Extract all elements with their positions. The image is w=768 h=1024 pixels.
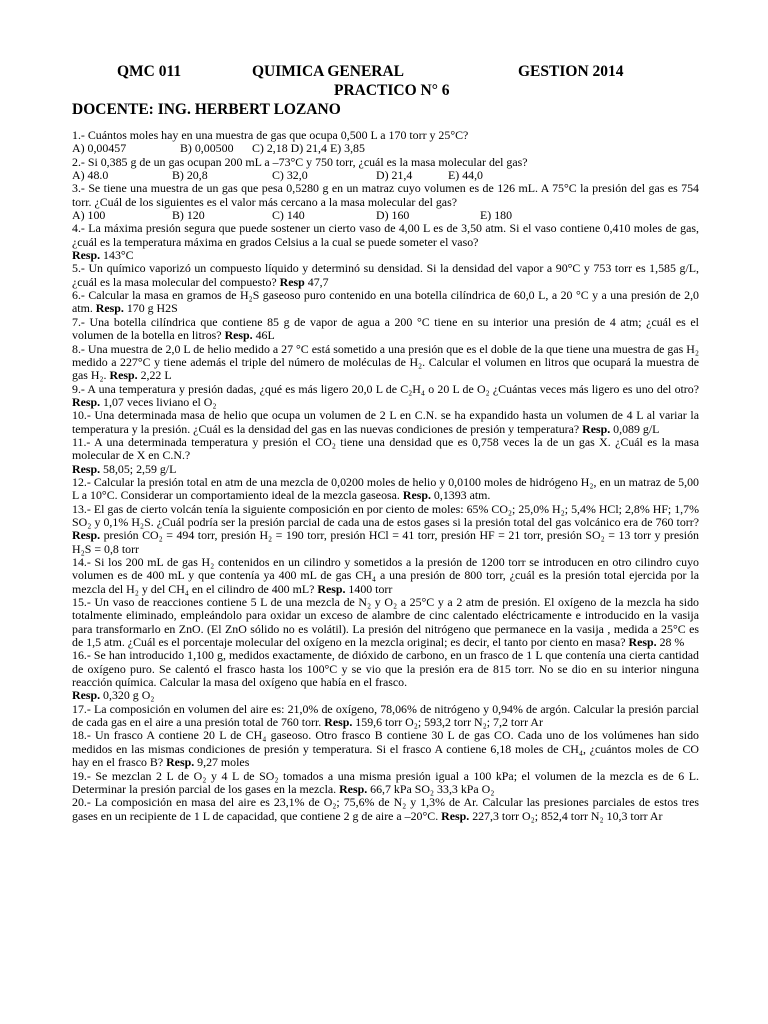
question-text: 13.- El gas de cierto volcán tenía la siguiente composición en por ciento de moles: 65% CO₂; 25,0% H₂; 5,4% HCl; 2,8% HF; 1,7% SO₂ y 0,1% H₂S. ¿Cuál podría ser la presión parcial de cada una de estos gases si la presión total del gas volcánico era de 760 torr? [72, 501, 699, 529]
question-16 [72, 649, 699, 702]
option: E) 180 [480, 208, 513, 223]
resp-label: Resp. [317, 581, 346, 596]
term-label: GESTION 2014 [518, 63, 624, 80]
question-20 [72, 796, 699, 823]
answer: 1,07 veces liviano el O₂ [100, 394, 217, 409]
option: B) 20,8 [172, 168, 208, 183]
question-text: 17.- La composición en volumen del aire es: 21,0% de oxígeno, 78,06% de nitrógeno y 0,94% de argón. Calcular la presión parcial de cada gas en el aire a una presión total de 760 torr. [72, 701, 699, 730]
header-row-3 [72, 100, 699, 119]
answer: 2,22 L [137, 368, 172, 383]
question-3: 3.- Se tiene una muestra de un gas que pesa 0,5280 g en un matraz cuyo volumen es de 126 mL. A 75°C la presión del gas es 754 torr. ¿Cuál de los siguientes es el valor más cercano a la masa molecular del gas? [72, 181, 699, 209]
question-2-options [72, 169, 699, 182]
option: D) 21,4 [376, 168, 413, 183]
question-text: 7.- Una botella cilíndrica que contiene 85 g de vapor de agua a 200 °C tiene en su interior una presión de 4 atm; ¿cuál es el volumen de la botella en litros? [72, 314, 699, 343]
question-17 [72, 703, 699, 730]
question-text: 14.- Si los 200 mL de gas H₂ contenidos en un cilindro y sometidos a la presión de 1200 torr se introducen en otro cilindro cuyo volumen es de 400 mL y que contenía ya 400 mL de gas CH₄ a una presión de 800 torr, ¿cuál es la presión total ejercida por la mezcla del H₂ y del CH₄ en el cilindro de 400 mL? [72, 555, 699, 596]
question-text: 12.- Calcular la presión total en atm de una mezcla de 0,0200 moles de helio y 0,0100 moles de hidrógeno H₂, en un matraz de 5,00 L a 10°C. Considerar un comportamiento ideal de la mezcla gaseosa. [72, 474, 699, 503]
option: C) 140 [272, 208, 305, 223]
course-code: QMC 011 [117, 63, 182, 80]
resp-label: Resp. [72, 394, 101, 409]
practice-title: PRACTICO N° 6 [334, 82, 450, 99]
option: A) 0,00457 [72, 141, 127, 156]
answer: 58,05; 2,59 g/L [100, 461, 177, 476]
resp-label: Resp. [224, 328, 253, 343]
resp-label: Resp. [628, 635, 657, 650]
question-text: 11.- A una determinada temperatura y presión el CO₂ tiene una densidad que es 0,758 veces la de un gas X. ¿Cuál es la masa molecular de X en C.N.? [72, 434, 699, 463]
answer: 28 % [656, 635, 685, 650]
option: D) 160 [376, 208, 410, 223]
resp-label: Resp. [339, 781, 368, 796]
question-text: 18.- Un frasco A contiene 20 L de CH₄ gaseoso. Otro frasco B contiene 30 L de gas CO. Cada uno de los volúmenes han sido medidos en las mismas condiciones de presión y temperatura. Si el frasco A contiene 6,18 moles de CH₄, ¿cuántos moles de CO hay en el frasco B? [72, 728, 699, 770]
answer: presión CO₂ = 494 torr, presión H₂ = 190 torr, presión HCl = 41 torr, presión HF = 21 torr, presión SO₂ = 13 torr y presión H₂S = 0,8 torr [72, 528, 699, 556]
question-9 [72, 383, 699, 410]
question-18 [72, 729, 699, 769]
resp-label: Resp. [109, 368, 138, 383]
question-text: 8.- Una muestra de 2,0 L de helio medido a 27 °C está sometido a una presión que es el doble de la que tiene una muestra de gas H₂ medido a 227°C y tiene además el triple del número de moléculas de H₂. Calcular el volumen en litros que ocupará la muestra de gas H₂. [72, 341, 699, 383]
answer: 0,089 g/L [610, 421, 660, 436]
question-text: 9.- A una temperatura y presión dadas, ¿qué es más ligero 20,0 L de C₂H₄ o 20 L de O₂ ¿Cuántas veces más ligero es uno del otro? [72, 381, 699, 396]
question-15 [72, 596, 699, 649]
answer: 46L [252, 328, 275, 343]
answer: 0,1393 atm. [430, 488, 491, 503]
resp-label: Resp. [72, 528, 101, 543]
question-text: 6.- Calcular la masa en gramos de H₂S gaseoso puro contenido en una botella cilíndrica de 60,0 L, a 20 °C y a una presión de 2,0 atm. [72, 288, 699, 316]
option: B) 0,00500 [180, 141, 234, 156]
question-1-options [72, 142, 699, 155]
answer: 66,7 kPa SO₂ 33,3 kPa O₂ [367, 781, 495, 796]
question-text: 15.- Un vaso de reacciones contiene 5 L de una mezcla de N₂ y O₂ a 25°C y a 2 atm de presión. El oxígeno de la mezcla ha sido totalmente eliminado, empleándolo para oxidar un exceso de alambre de cinc calentado eléctricamente e introducido en la vasija para transformarlo en ZnO. (El ZnO sólido no es volátil). La presión del nitrógeno que permanece en la vasija , medida a 25°C es de 1,5 atm. ¿Cuál es el porcentaje molecular del oxígeno en la mezcla original; es decir, el tanto por ciento en masa? [72, 595, 699, 650]
resp-label: Resp. [582, 421, 611, 436]
option: C) 2,18 D) 21,4 E) 3,85 [252, 141, 365, 156]
question-6 [72, 289, 699, 316]
answer: 47,7 [304, 274, 329, 289]
question-7 [72, 316, 699, 343]
question-5 [72, 262, 699, 289]
option: B) 120 [172, 208, 205, 223]
resp-label: Resp. [72, 248, 101, 263]
resp-label: Resp. [166, 755, 195, 770]
answer: 227,3 torr O₂; 852,4 torr N₂ 10,3 torr Ar [469, 808, 663, 823]
question-8 [72, 343, 699, 383]
question-4 [72, 222, 699, 262]
answer: 9,27 moles [194, 755, 250, 770]
question-1: 1.- Cuántos moles hay en una muestra de gas que ocupa 0,500 L a 170 torr y 25°C? [72, 128, 469, 142]
option: A) 48.0 [72, 168, 109, 183]
question-text: 10.- Una determinada masa de helio que ocupa un volumen de 2 L en C.N. se ha expandido hasta un volumen de 4 L al variar la temperatura y la presión. ¿Cuál es la densidad del gas en las nuevas condiciones de presión y temperatura? [72, 408, 699, 436]
question-13 [72, 503, 699, 556]
question-12 [72, 476, 699, 503]
resp-label: Resp [279, 274, 305, 289]
question-2: 2.- Si 0,385 g de un gas ocupan 200 mL a –73°C y 750 torr, ¿cuál es la masa molecular del gas? [72, 154, 528, 169]
resp-label: Resp. [441, 808, 470, 823]
answer: 0,320 g O₂ [100, 688, 155, 703]
resp-label: Resp. [402, 488, 431, 503]
answer: 1400 torr [345, 581, 393, 596]
resp-label: Resp. [324, 715, 353, 730]
question-list [72, 129, 699, 823]
document-page [72, 62, 699, 823]
question-14 [72, 556, 699, 596]
question-text: 4.- La máxima presión segura que puede sostener un cierto vaso de 4,00 L es de 3,50 atm. Si el vaso contiene 0,410 moles de gas, ¿cuál es la temperatura máxima en grados Celsius a la cual se puede someter el vaso? [72, 221, 699, 249]
answer: 143°C [100, 248, 134, 263]
answer: 170 g H2S [123, 301, 178, 316]
option: E) 44,0 [448, 168, 484, 183]
question-text: 5.- Un químico vaporizó un compuesto líquido y determinó su densidad. Si la densidad del vapor a 90°C y 753 torr es 1,585 g/L, ¿cuál es la masa molecular del compuesto? [72, 261, 699, 289]
question-text: 16.- Se han introducido 1,100 g, medidos exactamente, de dióxido de carbono, en un frasco de 1 L que contenía una cierta cantidad de oxígeno puro. Se calentó el frasco hasta los 100°C y se vio que la presión era de 815 torr. No se dio en su interior ninguna reacción química. Calcular la masa del oxígeno que había en el frasco. [72, 648, 699, 690]
resp-label: Resp. [72, 461, 101, 476]
resp-label: Resp. [95, 301, 124, 316]
resp-label: Resp. [72, 688, 101, 703]
question-3-options [72, 209, 699, 222]
question-19 [72, 770, 699, 797]
answer: 159,6 torr O₂; 593,2 torr N₂; 7,2 torr Ar [352, 715, 543, 730]
teacher-line: DOCENTE: ING. HERBERT LOZANO [72, 101, 341, 118]
option: A) 100 [72, 208, 106, 223]
header-row-2 [72, 81, 699, 100]
header-row-1 [72, 62, 699, 81]
question-11 [72, 436, 699, 476]
subject-title: QUIMICA GENERAL [252, 63, 405, 80]
option: C) 32,0 [272, 168, 308, 183]
question-10 [72, 409, 699, 436]
question-text: 20.- La composición en masa del aire es 23,1% de O₂; 75,6% de N₂ y 1,3% de Ar. Calcular las presiones parciales de estos tres gases en un recipiente de 1 L de capacidad, que contiene 2 g de aire a –20°C. [72, 795, 699, 823]
question-text: 19.- Se mezclan 2 L de O₂ y 4 L de SO₂ tomados a una misma presión igual a 100 kPa; el volumen de la mezcla es de 6 L. Determinar la presión parcial de los gases en la mezcla. [72, 768, 699, 796]
